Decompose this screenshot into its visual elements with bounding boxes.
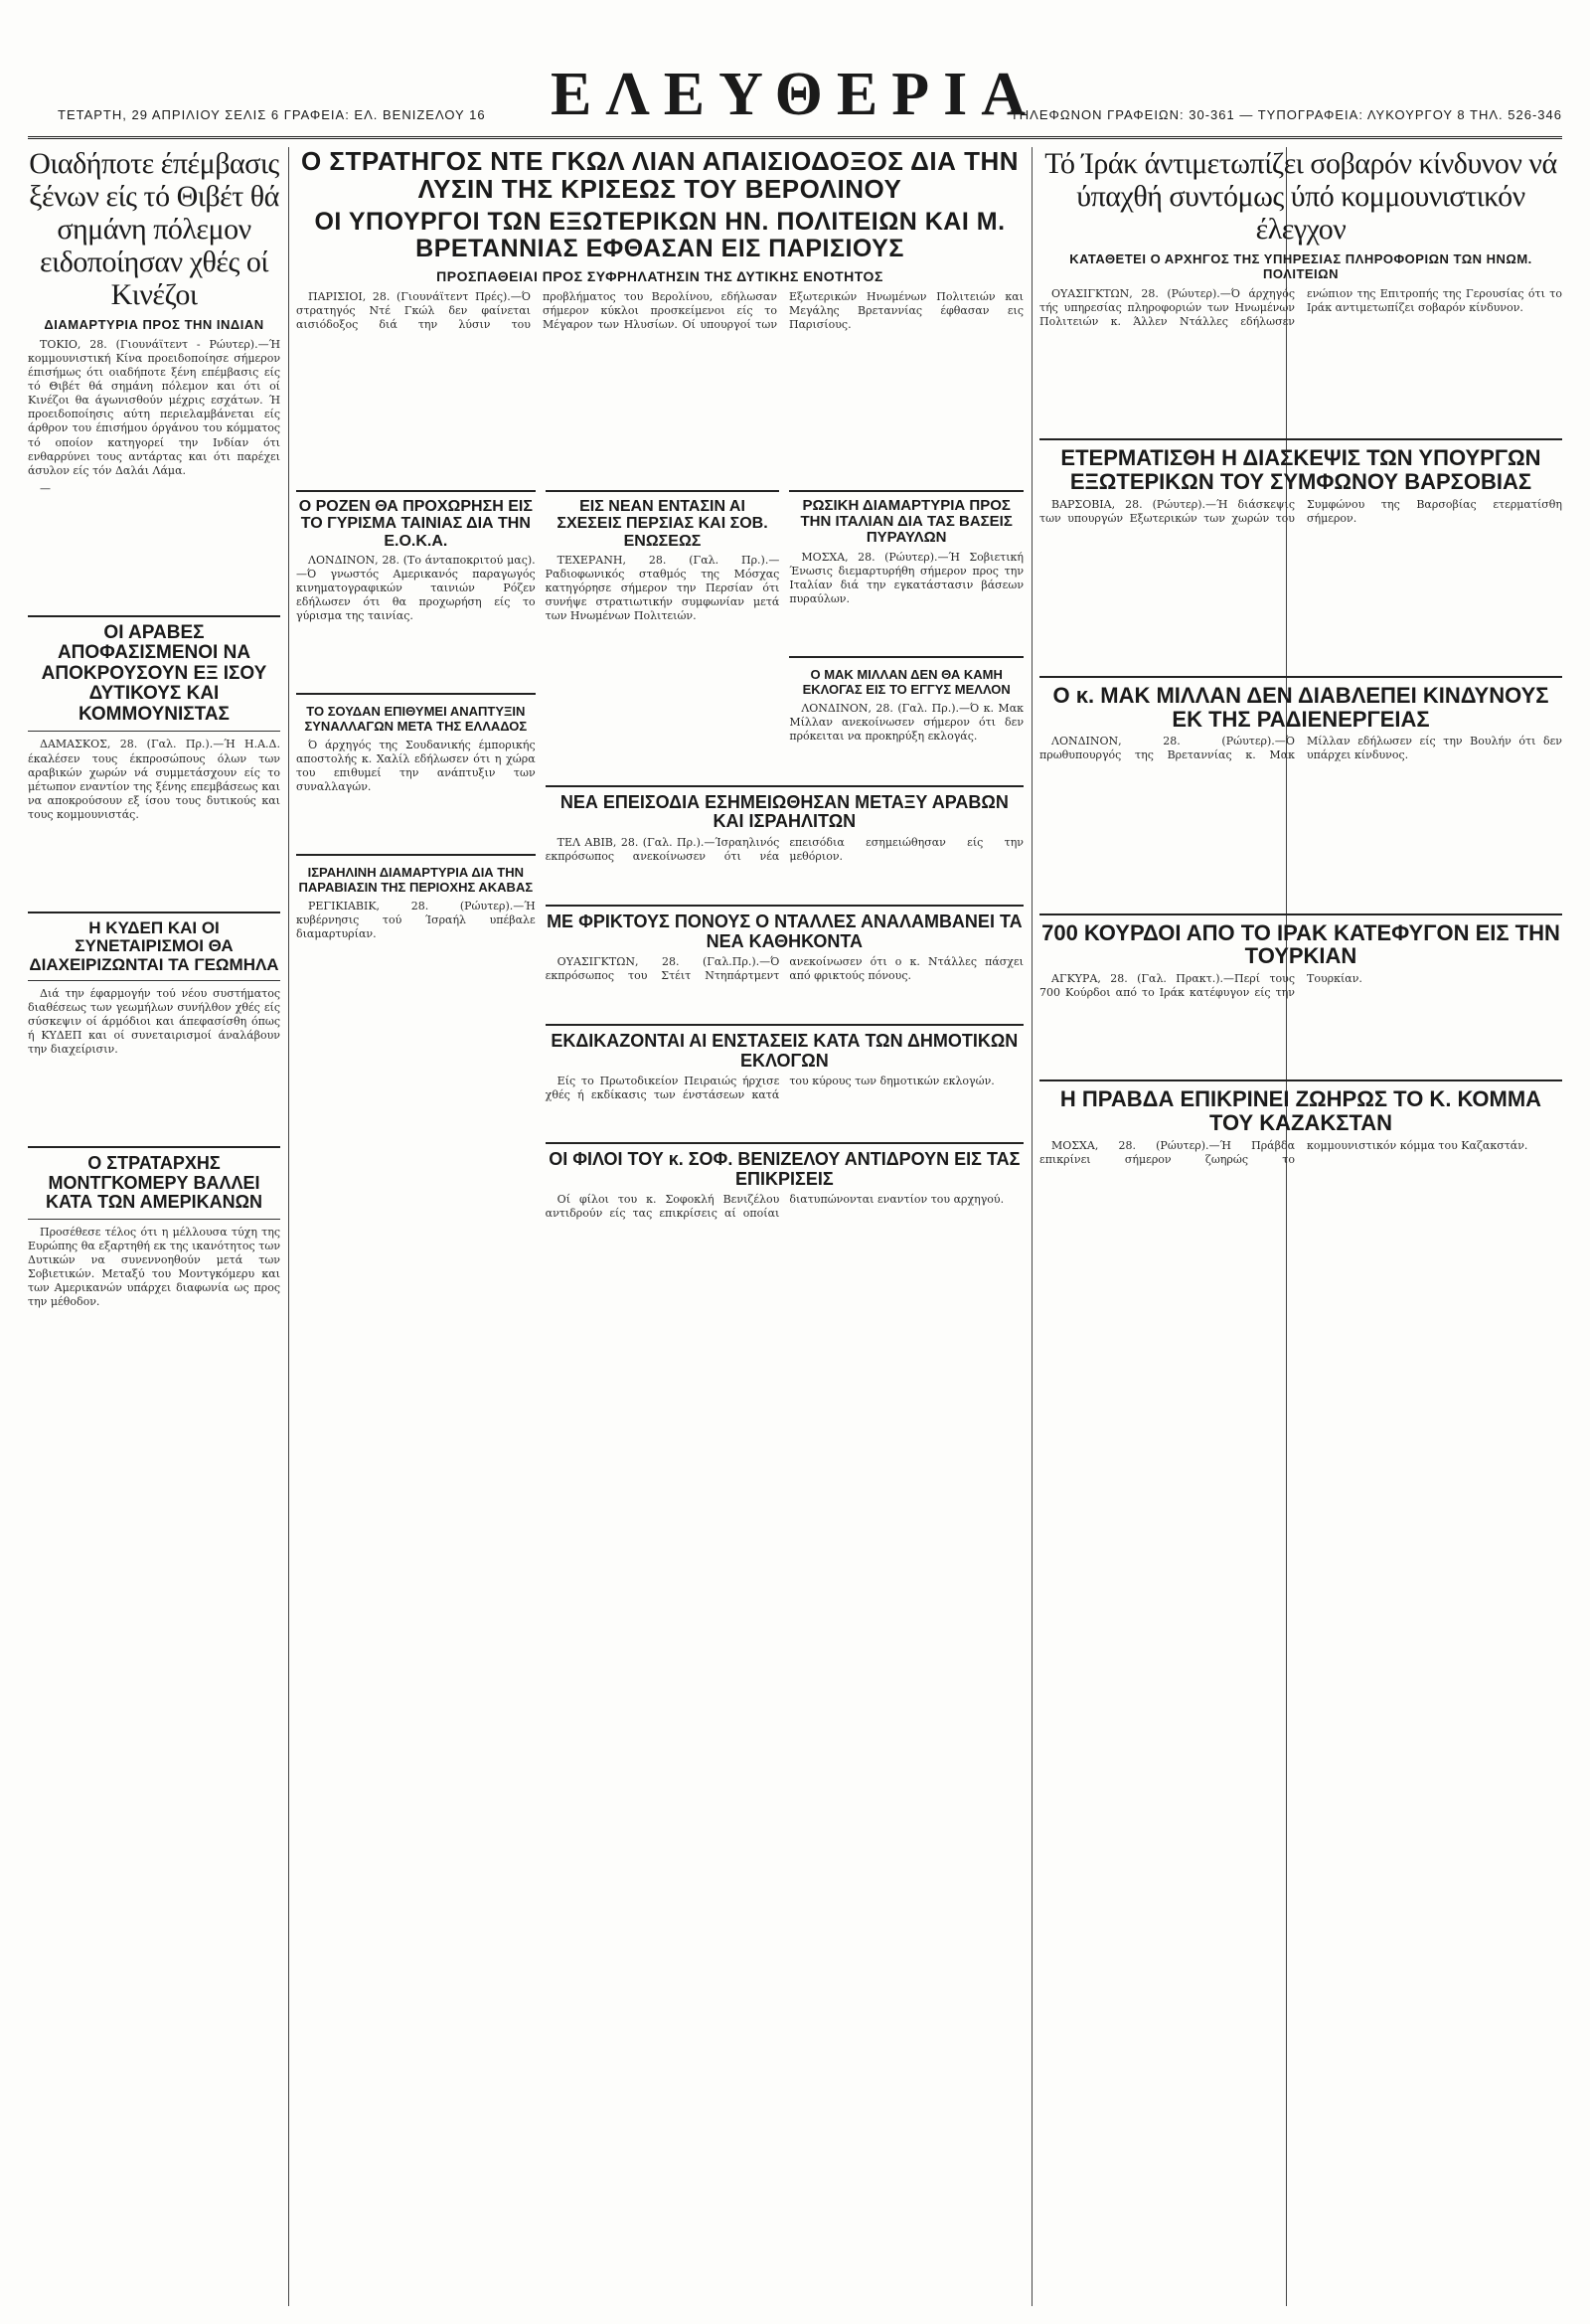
article-de-gaulle: ΠΑΡΙΣΙΟΙ, 28. (Γιουνάϊτεντ Πρές).—Ό στρατηγός Ντέ Γκώλ δεν φαίνεται αισιόδοξος διά την λύσιν του προβλήματος του Βερολίνου, εδήλωσαν σήμερον κύκλοι προσκείμενοι είς το Μέγαρον των Ηλυσίων. Οί υπουργοί των Εξωτερικών Ηνωμένων Πολιτειών και Μεγάλης Βρεταννίας έφθασαν εις Παρισίους.	[296, 290, 1024, 332]
article-sudan-box	[296, 693, 536, 794]
article-dulles: ΟΥΑΣΙΓΚΤΩΝ, 28. (Γαλ.Πρ.).—Ό εκπρόσωπος του Στέιτ Ντηπάρτμεντ ανεκοίνωσεν ότι ο κ. Ντάλλες πάσχει από φρικτούς πόνους.	[545, 954, 1024, 983]
headline-persia: ΕΙΣ ΝΕΑΝ ΕΝΤΑΣΙΝ ΑΙ ΣΧΕΣΕΙΣ ΠΕΡΣΙΑΣ ΚΑΙ ΣΟΒ. ΕΝΩΣΕΩΣ	[556, 498, 768, 550]
headline-russia-italy: ΡΩΣΙΚΗ ΔΙΑΜΑΡΤΥΡΙΑ ΠΡΟΣ ΤΗΝ ΙΤΑΛΙΑΝ ΔΙΑ ΤΑΣ ΒΑΣΕΙΣ ΠΥΡΑΥΛΩΝ	[800, 497, 1013, 547]
article-macmillan: ΛΟΝΔΙΝΟΝ, 28. (Γαλ. Πρ.).—Ό κ. Μακ Μίλλαν ανεκοίνωσεν σήμερον ότι δεν πρόκειται να προκηρύξη εκλογάς.	[789, 701, 1024, 743]
column-rule	[288, 147, 289, 2306]
headline-tibet: Οιαδήποτε έπέμβασις ξένων είς τό Θιβέτ θά σημάνη πόλεμον ειδοποίησαν χθές οί Κινέζοι	[29, 147, 279, 311]
phone-line: ΤΗΛΕΦΩΝΟΝ ΓΡΑΦΕΙΩΝ: 30-361 — ΤΥΠΟΓΡΑΦΕΙΑ: ΛΥΚΟΥΡΓΟΥ 8 ΤΗΛ. 526-346	[1010, 107, 1562, 122]
article-warsaw: ΒΑΡΣΟΒΙΑ, 28. (Ρώυτερ).—Ή διάσκεψις των υπουργών Εξωτερικών των χωρών του Συμφώνου της Βαρσοβίας ετερματίσθη σήμερον.	[1039, 497, 1562, 525]
article-dulles-box	[546, 905, 1024, 984]
article-rosen: ΛΟΝΔΙΝΟΝ, 28. (Το άνταποκριτού μας).—Ό γνωστός Αμερικανός παραγωγός κινηματογραφικών ταινιών Ρόζεν εδήλωσεν ότι θα προχωρήση είς το γύρισμα της ταινίας.	[296, 553, 536, 623]
article-russia-italy: ΜΟΣΧΑ, 28. (Ρώυτερ).—Ή Σοβιετική Ένωσις διεμαρτυρήθη σήμερον προς την Ιταλίαν διά την εγκατάστασιν βάσεων πυραύλων.	[789, 550, 1024, 605]
article-venizelos-box	[546, 1142, 1024, 1221]
subhead-iraq: ΚΑΤΑΘΕΤΕΙ Ο ΑΡΧΗΓΟΣ ΤΗΣ ΥΠΗΡΕΣΙΑΣ ΠΛΗΡΟΦΟΡΙΩΝ ΤΩΝ ΗΝΩΜ. ΠΟΛΙΤΕΙΩΝ	[1069, 251, 1532, 281]
headline-de-gaulle: Ο ΣΤΡΑΤΗΓΟΣ ΝΤΕ ΓΚΩΛ ΛΙΑΝ ΑΠΑΙΣΙΟΔΟΞΟΣ ΔΙΑ ΤΗΝ ΛΥΣΙΝ ΤΗΣ ΚΡΙΣΕΩΣ ΤΟΥ ΒΕΡΟΛΙΝΟΥ	[300, 147, 1020, 205]
article-persia-box	[546, 490, 780, 623]
headline-sudan: ΤΟ ΣΟΥΔΑΝ ΕΠΙΘΥΜΕΙ ΑΝΑΠΤΥΞΙΝ ΣΥΝΑΛΛΑΓΩΝ ΜΕΤΑ ΤΗΣ ΕΛΛΑΔΟΣ	[304, 704, 528, 735]
article-arabs-box	[28, 615, 280, 822]
headline-arabs: ΟΙ ΑΡΑΒΕΣ ΑΠΟΦΑΣΙΣΜΕΝΟΙ ΝΑ ΑΠΟΚΡΟΥΣΟΥΝ ΕΞ ΙΣΟΥ ΔΥΤΙΚΟΥΣ ΚΑΙ ΚΟΜΜΟΥΝΙΣΤΑΣ	[41, 621, 267, 725]
subhead-western-unity: ΠΡΟΣΠΑΘΕΙΑΙ ΠΡΟΣ ΣΥΦΡΗΛΑΤΗΣΙΝ ΤΗΣ ΔΥΤΙΚΗΣ ΕΝΟΤΗΤΟΣ	[436, 268, 883, 285]
article-kydep-box	[28, 912, 280, 1057]
article-radiation: ΛΟΝΔΙΝΟΝ, 28. (Ρώυτερ).—Ό πρωθυπουργός της Βρεταννίας κ. Μακ Μίλλαν εδήλωσεν είς την Βουλήν ότι δεν υπάρχει κίνδυνος.	[1039, 735, 1562, 762]
article-israel: ΡΕΓΙΚΙΑΒΙΚ, 28. (Ρώυτερ).—Ή κυβέρνησις τού Ίσραήλ υπέβαλε διαμαρτυρίαν.	[296, 900, 536, 941]
headline-ministers-paris: ΟΙ ΥΠΟΥΡΓΟΙ ΤΩΝ ΕΞΩΤΕΡΙΚΩΝ ΗΝ. ΠΟΛΙΤΕΙΩΝ ΚΑΙ Μ. ΒΡΕΤΑΝΝΙΑΣ ΕΦΘΑΣΑΝ ΕΙΣ ΠΑΡΙΣΙΟΥΣ	[314, 208, 1006, 263]
article-arab-israel-box	[546, 785, 1024, 865]
headline-warsaw: ΕΤΕΡΜΑΤΙΣΘΗ Η ΔΙΑΣΚΕΨΙΣ ΤΩΝ ΥΠΟΥΡΓΩΝ ΕΞΩΤΕΡΙΚΩΝ ΤΟΥ ΣΥΜΦΩΝΟΥ ΒΑΡΣΟΒΙΑΣ	[1060, 445, 1541, 494]
article-warsaw-box	[1039, 438, 1562, 527]
headline-arab-israel: ΝΕΑ ΕΠΕΙΣΟΔΙΑ ΕΣΗΜΕΙΩΘΗΣΑΝ ΜΕΤΑΞΥ ΑΡΑΒΩΝ ΚΑΙ ΙΣΡΑΗΛΙΤΩΝ	[559, 792, 1009, 832]
article-pravda-box	[1039, 1079, 1562, 1167]
subhead-india-protest: ΔΙΑΜΑΡΤΥΡΙΑ ΠΡΟΣ ΤΗΝ ΙΝΔΙΑΝ	[44, 317, 264, 332]
article-russia-box	[789, 490, 1024, 606]
headline-pravda: Η ΠΡΑΒΔΑ ΕΠΙΚΡΙΝΕΙ ΖΩΗΡΩΣ ΤΟ Κ. ΚΟΜΜΑ ΤΟΥ ΚΑΖΑΚΣΤΑΝ	[1059, 1086, 1542, 1135]
article-arab-israel: ΤΕΛ ΑΒΙΒ, 28. (Γαλ. Πρ.).—Ίσραηλινός εκπρόσωπος ανεκοίνωσεν ότι νέα επεισόδια εσημειώθησαν είς την μεθόριον.	[545, 835, 1024, 863]
article-elections: Είς το Πρωτοδικείον Πειραιώς ήρχισε χθές ή εκδίκασις των ένστάσεων κατά του κύρους των δημοτικών εκλογών.	[545, 1074, 995, 1102]
headline-dulles: ΜΕ ΦΡΙΚΤΟΥΣ ΠΟΝΟΥΣ Ο ΝΤΑΛΛΕΣ ΑΝΑΛΑΜΒΑΝΕΙ ΤΑ ΝΕΑ ΚΑΘΗΚΟΝΤΑ	[547, 912, 1023, 951]
headline-radiation: Ο κ. ΜΑΚ ΜΙΛΛΑΝ ΔΕΝ ΔΙΑΒΛΕΠΕΙ ΚΙΝΔΥΝΟΥΣ ΕΚ ΤΗΣ ΡΑΔΙΕΝΕΡΓΕΙΑΣ	[1052, 682, 1549, 732]
article-sudan: Ό άρχηγός της Σουδανικής έμπορικής αποστολής κ. Χαλίλ εδήλωσεν ότι η χώρα του επιθυμεί την ανάπτυξιν των συναλλαγών.	[296, 739, 536, 794]
headline-kydep: Η ΚΥΔΕΠ ΚΑΙ ΟΙ ΣΥΝΕΤΑΙΡΙΣΜΟΙ ΘΑ ΔΙΑΧΕΙΡΙΖΩΝΤΑΙ ΤΑ ΓΕΩΜΗΛΑ	[29, 917, 279, 974]
headline-kurds: 700 ΚΟΥΡΔΟΙ ΑΠΟ ΤΟ ΙΡΑΚ ΚΑΤΕΦΥΓΟΝ ΕΙΣ ΤΗΝ ΤΟΥΡΚΙΑΝ	[1041, 919, 1560, 969]
article-pravda: ΜΟΣΧΑ, 28. (Ρώυτερ).—Ή Πράβδα επικρίνει σήμερον ζωηρώς το κομμουνιστικόν κόμμα του Καζακστάν.	[1039, 1138, 1528, 1166]
headline-montgomery: Ο ΣΤΡΑΤΑΡΧΗΣ ΜΟΝΤΓΚΟΜΕΡΥ ΒΑΛΛΕΙ ΚΑΤΑ ΤΩΝ ΑΜΕΡΙΚΑΝΩΝ	[45, 1153, 263, 1213]
article-montgomery-box	[28, 1146, 280, 1309]
headline-elections: ΕΚΔΙΚΑΖΟΝΤΑΙ ΑΙ ΕΝΣΤΑΣΕΙΣ ΚΑΤΑ ΤΩΝ ΔΗΜΟΤΙΚΩΝ ΕΚΛΟΓΩΝ	[551, 1031, 1019, 1071]
article-kurds-box	[1039, 913, 1562, 1001]
headline-israel: ΙΣΡΑΗΛΙΝΗ ΔΙΑΜΑΡΤΥΡΙΑ ΔΙΑ ΤΗΝ ΠΑΡΑΒΙΑΣΙΝ ΤΗΣ ΠΕΡΙΟΧΗΣ ΑΚΑΒΑΣ	[298, 865, 534, 896]
article-rosen-box	[296, 490, 536, 623]
article-tibet: ΤΟΚΙΟ, 28. (Γιουνάϊτεντ - Ρώυτερ).—Ή κομμουνιστική Κίνα προειδοποίησε σήμερον έπισήμως ότι οιαδήποτε ξένη επέμβασις είς τό Θιβέτ θά σημάνη πόλεμον και ότι οί Κινέζοι θα άγωνισθούν μέχρις εσχάτων. Ή προειδοποίησις αύτη περιελαμβάνεται είς άρθρον του έπισήμου όργάνου του κόμματος τό οποίον κατηγορεί την Ινδίαν ότι ενθαρρύνει τους αντάρτας και ότι παρέχει άσυλον είς τόν Δαλάι Λάμα.	[28, 338, 280, 477]
article-macmillan-box	[789, 656, 1024, 744]
article-montgomery: Προσέθεσε τέλος ότι η μέλλουσα τύχη της Ευρώπης θα εξαρτηθή εκ της ικανότητος των Δυτικών να συνεννοηθούν μετά των Σοβιετικών. Μεταξύ του Μοντγκόμερυ και των Αμερικανών υπάρχει διαφωνία ως προς την μέθοδον.	[28, 1225, 280, 1309]
headline-macmillan: Ο ΜΑΚ ΜΙΛΛΑΝ ΔΕΝ ΘΑ ΚΑΜΗ ΕΚΛΟΓΑΣ ΕΙΣ ΤΟ ΕΓΓΥΣ ΜΕΛΛΟΝ	[802, 666, 1011, 697]
headline-venizelos: ΟΙ ΦΙΛΟΙ ΤΟΥ κ. ΣΟΦ. ΒΕΝΙΖΕΛΟΥ ΑΝΤΙΔΡΟΥΝ ΕΙΣ ΤΑΣ ΕΠΙΚΡΙΣΕΙΣ	[549, 1149, 1021, 1189]
article-iraq: ΟΥΑΣΙΓΚΤΩΝ, 28. (Ρώυτερ).—Ό άρχηγός τής υπηρεσίας πληροφοριών των Ηνωμένων Πολιτειών κ. Άλλεν Ντάλλες εδήλωσεν ενώπιον της Επιτροπής της Γερουσίας ότι το Ιράκ αντιμετωπίζει σοβαρόν κίνδυνον.	[1039, 287, 1562, 329]
main-block	[296, 147, 1024, 2306]
article-israel-box	[296, 854, 536, 941]
column-1: Οιαδήποτε έπέμβασις ξένων είς τό Θιβέτ θά σημάνη πόλεμον ειδοποίησαν χθές οί Κινέζοι ΔΙΑΜΑΡΤΥΡΙΑ ΠΡΟΣ ΤΗΝ ΙΝΔΙΑΝ ΤΟΚΙΟ, 28. (Γιουνάϊτεντ - Ρώυτερ).—Ή κομμουνιστική Κίνα προειδοποίησε σήμερον έπισήμως ότι οιαδήποτε ξένη επέμβασις είς τό Θιβέτ θά σημάνη πόλεμον και ότι οί Κινέζοι θα άγωνισθούν μέχρις εσχάτων. Ή προειδοποίησις αύτη περιελαμβάνεται είς άρθρον του έπισήμου όργάνου του κόμματος τό οποίον κατηγορεί την Ινδίαν ότι ενθαρρύνει τους αντάρτας και ότι παρέχει άσυλον είς τόν Δαλάι Λάμα. — ΟΙ ΑΡΑΒΕΣ ΑΠΟΦΑΣΙΣΜΕΝΟΙ ΝΑ ΑΠΟΚΡΟΥΣΟΥΝ ΕΞ ΙΣΟΥ ΔΥΤΙΚΟΥΣ ΚΑΙ ΚΟΜΜΟΥΝΙΣΤΑΣ ΔΑΜΑΣΚΟΣ, 28. (Γαλ. Πρ.).—Ή Η.Α.Δ. έκαλέσεν τους έκπροσώπους όλων των αραβικών χωρών νά συμμετάσχουν είς το μέτωπον εναντίον της ξένης επεμβάσεως και να αποκρούσουν εξ ίσου τους δυτικούς και τους κομμουνιστάς. Η ΚΥΔΕΠ ΚΑΙ ΟΙ ΣΥΝΕΤΑΙΡΙΣΜΟΙ ΘΑ ΔΙΑΧΕΙΡΙΖΩΝΤΑΙ ΤΑ ΓΕΩΜΗΛΑ Διά την έφαρμογήν τού νέου συστήματος διαθέσεως των γεωμήλων συνήλθον χθές είς σύσκεψιν οί άρμόδιοι και άπεφασίσθη όπως ή ΚΥΔΕΠ και οί συνεταιρισμοί άναλάβουν την διαχείρισιν. Ο ΣΤΡΑΤΑΡΧΗΣ ΜΟΝΤΓΚΟΜΕΡΥ ΒΑΛΛΕΙ ΚΑΤΑ ΤΩΝ ΑΜΕΡΙΚΑΝΩΝ Προσέθεσε τέλος ότι η μέλλουσα τύχη της Ευρώπης θα εξαρτηθή εκ της ικανότητος των Δυτικών να συνεννοηθούν μετά των Σοβιετικών. Μεταξύ του Μοντγκόμερυ και των Αμερικανών υπάρχει διαφωνία ως προς την μέθοδον.	[28, 147, 280, 1309]
newspaper-page	[28, 20, 1562, 2306]
article-venizelos: Οί φίλοι του κ. Σοφοκλή Βενιζέλου αντιδρούν είς τας επικρίσεις αί οποίαι διατυπώνονται εναντίον του αρχηγού.	[545, 1193, 1005, 1221]
headline-rosen: Ο ΡΟΖΕΝ ΘΑ ΠΡΟΧΩΡΗΣΗ ΕΙΣ ΤΟ ΓΥΡΙΣΜΑ ΤΑΙΝΙΑΣ ΔΙΑ ΤΗΝ Ε.Ο.Κ.Α.	[298, 498, 533, 550]
article-arabs: ΔΑΜΑΣΚΟΣ, 28. (Γαλ. Πρ.).—Ή Η.Α.Δ. έκαλέσεν τους έκπροσώπους όλων των αραβικών χωρών νά συμμετάσχουν είς το μέτωπον εναντίον της ξένης επεμβάσεως και να αποκρούσουν εξ ίσου τους δυτικούς και τους κομμουνιστάς.	[28, 738, 280, 821]
headline-iraq: Τό Ίράκ άντιμετωπίζει σοβαρόν κίνδυνον νά ύπαχθή συντόμως ύπό κομμουνιστικόν έλεγχον	[1044, 147, 1557, 246]
date-line: ΤΕΤΑΡΤΗ, 29 ΑΠΡΙΛΙΟΥ ΣΕΛΙΣ 6 ΓΡΑΦΕΙΑ: ΕΛ. ΒΕΝΙΖΕΛΟΥ 16	[58, 107, 486, 122]
article-kurds: ΑΓΚΥΡΑ, 28. (Γαλ. Πρακτ.).—Περί τους 700 Κούρδοι από το Ιράκ κατέφυγον είς την Τουρκίαν.	[1039, 972, 1362, 1000]
left-subcolumn	[296, 482, 536, 1221]
article-persia: ΤΕΧΕΡΑΝΗ, 28. (Γαλ. Πρ.).—Ραδιοφωνικός σταθμός της Μόσχας κατηγόρησε σήμερον την Περσίαν ότι συνήψε στρατιωτικήν συμφωνίαν μετά των Ηνωμένων Πολιτειών.	[545, 553, 780, 623]
masthead	[28, 20, 1562, 139]
article-radiation-box	[1039, 676, 1562, 764]
article-kydep: Διά την έφαρμογήν τού νέου συστήματος διαθέσεως των γεωμήλων συνήλθον χθές είς σύσκεψιν οί άρμόδιοι και άπεφασίσθη όπως ή ΚΥΔΕΠ και οί συνεταιρισμοί άναλάβουν την διαχείρισιν.	[28, 986, 280, 1057]
column-rule	[1032, 147, 1033, 2306]
newspaper-title: ΕΛΕΥΘΕΡΙΑ	[550, 61, 1040, 128]
right-subcolumns	[546, 482, 1024, 1221]
article-elections-box	[546, 1024, 1024, 1102]
right-block	[1039, 147, 1562, 2306]
